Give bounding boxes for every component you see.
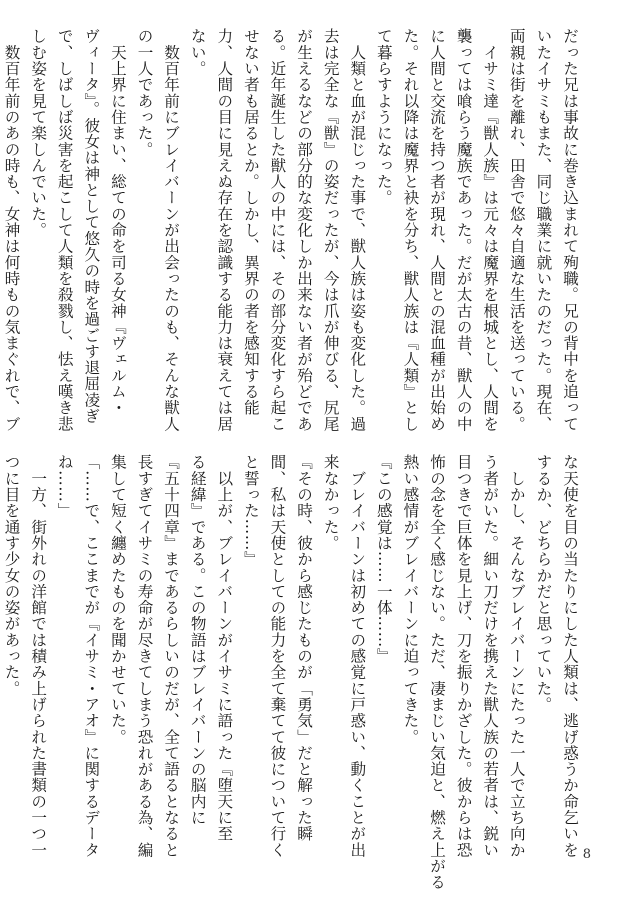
text-line: ヴィータ』。彼女は神として悠久の時を過ごす退屈凌ぎ: [82, 28, 101, 424]
text-line: 両親は街を離れ、田舎で悠々自適な生活を送っている。: [507, 28, 526, 432]
text-line: 力、人間の目に見えぬ存在を認識する能力は衰えては居: [215, 28, 234, 432]
text-line: 『その時、彼から感じたものが「勇気」だと解った瞬: [295, 454, 314, 842]
text-line: 天上界に住まい、総ての命を司る女神『ヴェルム・: [108, 28, 127, 416]
text-line: 目つきで巨体を見上げ、刀を振りかざした。彼からは恐: [454, 454, 473, 858]
page-number: 8: [582, 847, 591, 862]
text-line: 数百年前のあの時も、女神は何時もの気まぐれで、ブ: [2, 28, 21, 432]
text-line: イサミ達『獣人族』は元々は魔界を根城とし、人間を: [481, 28, 500, 432]
text-line: 間、私は天使としての能力を全て棄てて彼について行く: [268, 454, 287, 858]
text-line: ない。: [188, 28, 207, 77]
text-line: 来なかった。: [321, 454, 340, 551]
text-line: するか、どちらかだと思っていた。: [534, 454, 553, 713]
text-line: 『五十四章』まであるらしいのだが、全て語るとなると: [162, 454, 181, 858]
text-line: の一人であった。: [135, 28, 154, 158]
text-line: ね……」: [55, 454, 74, 519]
text-line: 長すぎてイサミの寿命が尽きてしまう恐れがある為、編: [135, 454, 154, 858]
text-line: 熱い感情がブレイバーンに迫ってきた。: [401, 454, 420, 745]
text-line: ブレイバーンは初めての感覚に戸惑い、動くことが出: [348, 454, 367, 858]
text-line: つに目を通す少女の姿があった。: [2, 454, 21, 697]
text-line: しむ姿を見て楽しんでいた。: [29, 28, 48, 238]
text-line: 怖の念を全く感じない。ただ、凄まじい気迫と、燃え上がる: [428, 454, 447, 891]
text-line: 去は完全な『獣』の姿だったが、今は爪が伸びる、尻尾: [321, 28, 340, 432]
text-line: な天使を目の当たりにした人類は、逃げ惑うか命乞いを: [561, 454, 579, 858]
text-line: と誓った……』: [241, 454, 260, 568]
text-line: 人類と血が混じった事で、獣人族は姿も変化した。過: [348, 28, 367, 432]
lower-text-block: [0, 454, 583, 891]
text-line: に人間と交流を持つ者が現れ、人間との混血種が出始め: [428, 28, 447, 432]
text-line: う者がいた。細い刀だけを携えた獣人族の若者は、鋭い: [481, 454, 500, 858]
text-line: で、しばしば災害を起こして人類を殺戮し、怯え嘆き悲: [55, 28, 74, 432]
text-line: いたイサミもまた、同じ職業に就いたのだった。現在、: [534, 28, 553, 432]
text-line: 一方、街外れの洋館では積み上げられた書類の一つ一: [29, 454, 48, 858]
upper-text-block: [0, 28, 583, 432]
text-line: 『この感覚は……一体……』: [374, 454, 393, 664]
text-line: が生えるなどの部分的な変化しか出来ない者が殆どであ: [295, 28, 314, 432]
text-line: せない者も居るとか。しかし、異界の者を感知する能: [241, 28, 260, 416]
text-line: る。近年誕生した獣人の中には、その部分変化すら起こ: [268, 28, 287, 432]
text-line: る経緯』である。この物語はブレイバーンの脳内に: [188, 454, 207, 826]
text-line: 以上が、ブレイバーンがイサミに語った『堕天に至: [215, 454, 234, 842]
text-line: しかし、そんなブレイバーンにたった一人で立ち向か: [507, 454, 526, 858]
text-line: 襲っては喰らう魔族であった。だが太古の昔、獣人の中: [454, 28, 473, 432]
text-line: た。それ以降は魔界と袂を分ち、獣人族は『人類』とし: [401, 28, 420, 432]
text-line: 「……で、ここまでが『イサミ・アオ』に関するデータ: [82, 454, 101, 858]
text-line: だった兄は事故に巻き込まれて殉職。兄の背中を追って: [561, 28, 579, 432]
text-line: て暮らすようになった。: [374, 28, 393, 206]
text-line: 数百年前にブレイバーンが出会ったのも、そんな獣人: [162, 28, 181, 432]
text-line: 集して短く纏めたものを聞かせていた。: [108, 454, 127, 745]
